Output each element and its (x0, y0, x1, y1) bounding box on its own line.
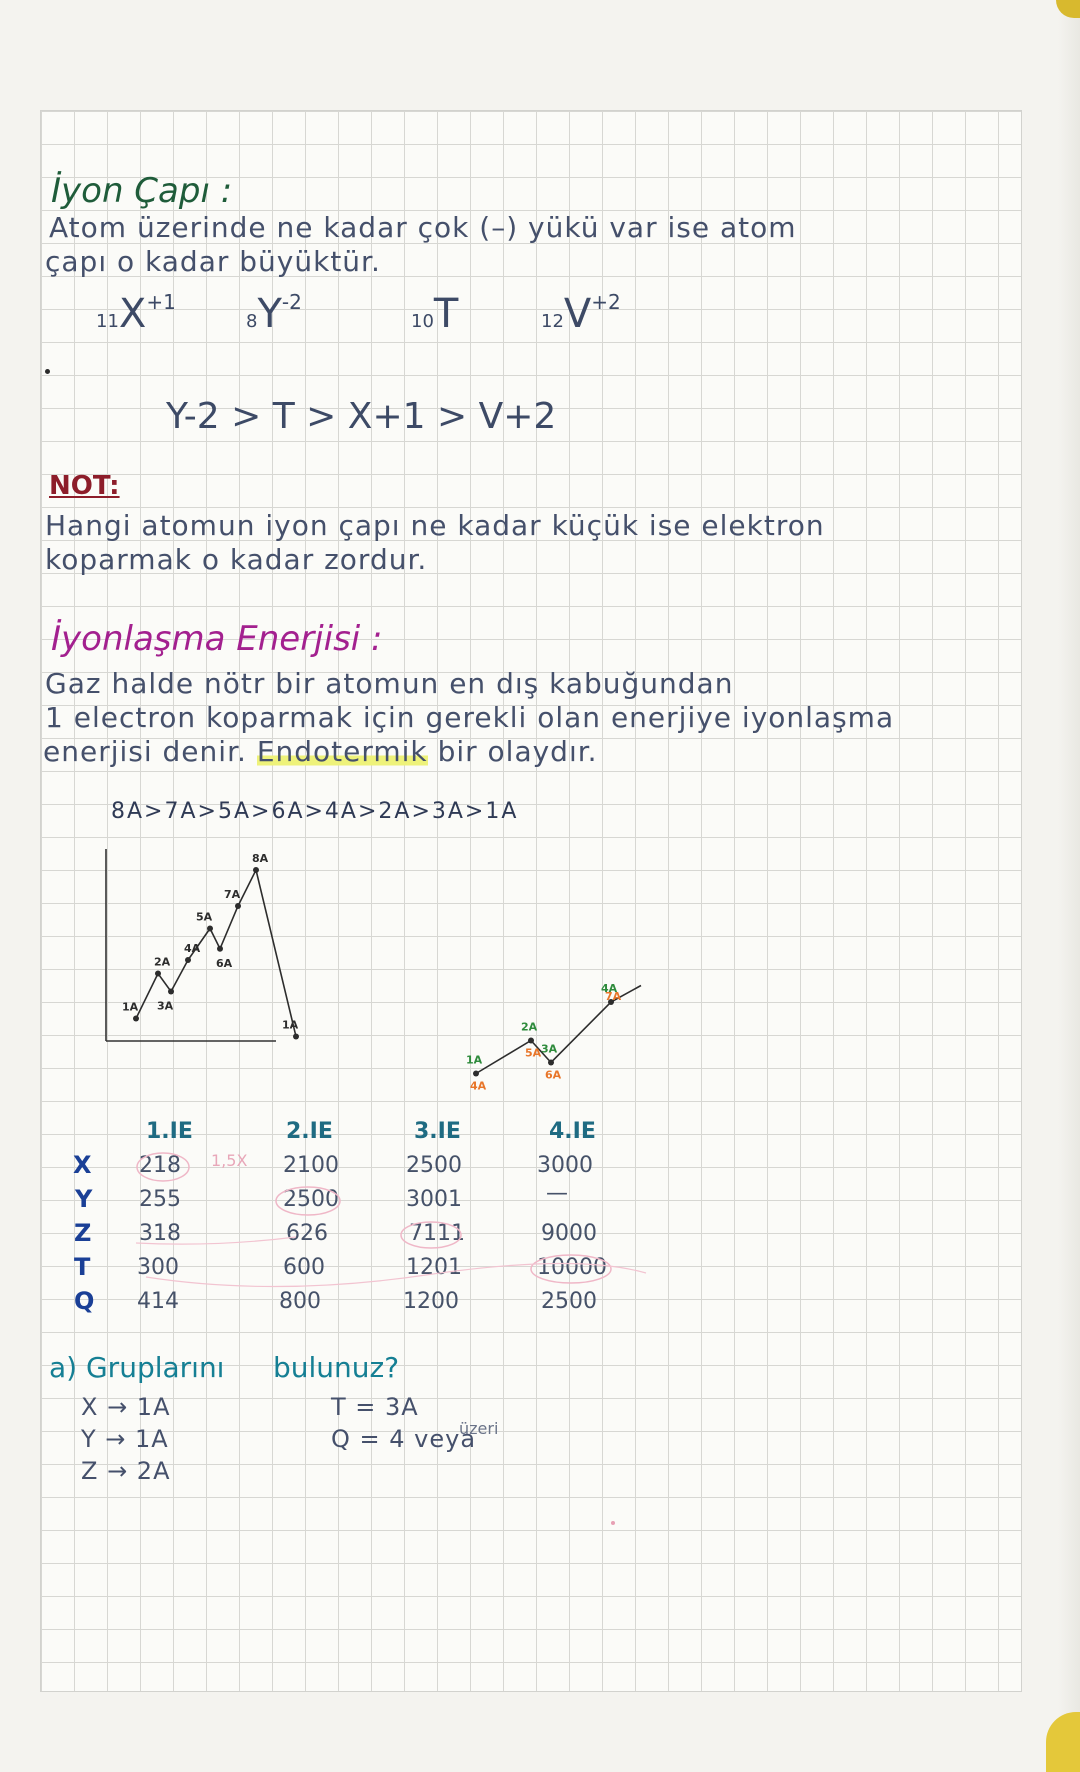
notebook-page (40, 110, 1022, 1692)
species-x (96, 291, 176, 337)
groups-question: a) Gruplarını (49, 1351, 225, 1384)
species-v-charge: +2 (591, 290, 621, 314)
sheet-edge (1058, 0, 1080, 1772)
ion-radius-line-1: Atom üzerinde ne kadar çok (–) yükü var ise atom (49, 211, 797, 244)
groups-question-b: bulunuz? (273, 1351, 400, 1384)
group-answer-x: X → 1A (81, 1393, 171, 1421)
cell-t-1: 300 (137, 1255, 179, 1280)
cell-t-2: 600 (283, 1255, 325, 1280)
cell-t-3: 1201 (406, 1255, 462, 1280)
species-y-charge: -2 (281, 290, 302, 314)
cell-q-2: 800 (279, 1289, 321, 1314)
ie-header-1: 1.IE (146, 1119, 193, 1144)
order-item-4: V+2 (478, 396, 557, 437)
chart1-point-3 (168, 989, 174, 995)
chart2-label-orange-3: 6A (545, 1068, 562, 1082)
species-v-number: 12 (541, 311, 564, 332)
chart1-label-8: 8A (252, 852, 269, 865)
chart1-point-5 (207, 926, 213, 932)
species-x-number: 11 (96, 311, 119, 332)
ion-radius-order (166, 396, 556, 437)
cell-q-3: 1200 (403, 1289, 459, 1314)
ionization-chart-left (96, 841, 356, 1091)
group-answer-y: Y → 1A (81, 1425, 169, 1453)
chart2-label-green-4: 4A (601, 982, 618, 995)
ion-radius-title: İyon Çapı : (51, 171, 233, 211)
cell-x-1: 218 (139, 1153, 181, 1178)
cell-t-4: 10000 (537, 1255, 607, 1280)
cell-x-2: 2100 (283, 1153, 339, 1178)
chart1-label-9: 1A (282, 1018, 299, 1032)
chart1-point-8 (253, 867, 259, 873)
ionization-chart-right (461, 971, 701, 1131)
chart1-point-7 (235, 903, 241, 909)
ion-radius-line-2: çapı o kadar büyüktür. (45, 245, 381, 278)
chart1-label-6: 6A (216, 956, 233, 970)
ionization-line-1: Gaz halde nötr bir atomun en dış kabuğundan (45, 667, 734, 700)
row-label-y: Y (75, 1185, 93, 1213)
cell-y-1: 255 (139, 1187, 181, 1212)
ie-header-3: 3.IE (414, 1119, 461, 1144)
species-x-symbol: X (118, 291, 147, 337)
cell-y-2: 2500 (283, 1187, 339, 1212)
row-label-q: Q (74, 1287, 95, 1315)
group-answer-t: T = 3A (331, 1393, 419, 1421)
chart2-point-3 (548, 1060, 554, 1066)
group-answer-q: Q = 4 veya (331, 1425, 477, 1453)
chart1-point-6 (217, 946, 223, 952)
ie-faint-note: 1,5X (211, 1151, 248, 1170)
group-answer-q-extra: üzeri (459, 1419, 499, 1438)
chart1-point-9 (293, 1034, 299, 1040)
species-v (541, 291, 621, 337)
ionization-line-3-c: bir olaydır. (437, 735, 598, 768)
order-gt-3: > (436, 396, 468, 437)
stray-dot-pink (611, 1521, 615, 1525)
row-label-t: T (74, 1253, 91, 1281)
chart1-label-7: 7A (224, 888, 241, 901)
chart1-point-4 (185, 957, 191, 963)
cell-x-3: 2500 (406, 1153, 462, 1178)
species-t-number: 10 (411, 311, 434, 332)
order-gt-2: > (306, 396, 337, 437)
group-answer-z: Z → 2A (81, 1457, 171, 1485)
note-line-2: koparmak o kadar zordur. (45, 543, 428, 576)
cell-y-3: 3001 (406, 1187, 462, 1212)
chart2-label-orange-4: 7A (605, 990, 622, 1003)
chart2-label-green-1: 1A (466, 1053, 483, 1067)
chart2-point-1 (473, 1071, 479, 1077)
order-gt-1: > (231, 396, 262, 437)
chart2-label-orange-2: 5A (525, 1046, 542, 1060)
species-x-charge: +1 (146, 290, 176, 314)
species-y (246, 291, 302, 337)
cell-z-4: 9000 (541, 1221, 597, 1246)
ie-header-2: 2.IE (286, 1119, 333, 1144)
cell-x-4: 3000 (537, 1153, 593, 1178)
species-y-number: 8 (246, 311, 258, 332)
chart1-label-2: 2A (154, 955, 171, 969)
ionization-line-3 (43, 735, 598, 768)
chart2-label-orange-1: 4A (470, 1079, 487, 1093)
table-annotation-circles (126, 1147, 666, 1327)
order-item-1: Y-2 (166, 396, 220, 437)
chart2-label-green-3: 3A (541, 1042, 558, 1056)
ionization-title: İyonlaşma Enerjisi : (51, 619, 383, 659)
cell-z-3: 7111 (409, 1221, 465, 1246)
chart1-label-4: 4A (184, 942, 201, 955)
ionization-order: 8A>7A>5A>6A>4A>2A>3A>1A (111, 799, 519, 824)
note-line-1: Hangi atomun iyon çapı ne kadar küçük ise elektron (45, 509, 825, 542)
order-item-3: X+1 (347, 396, 426, 437)
chart1-label-1: 1A (122, 1000, 139, 1014)
species-t (411, 291, 458, 337)
chart2-point-2 (528, 1038, 534, 1044)
order-item-2: T (272, 396, 295, 437)
species-v-symbol: V (563, 291, 592, 337)
chart1-label-5: 5A (196, 910, 213, 924)
note-heading: NOT: (49, 471, 120, 501)
chart1-point-2 (155, 971, 161, 977)
ie-header-4: 4.IE (549, 1119, 596, 1144)
row-label-z: Z (74, 1219, 92, 1247)
cell-z-2: 626 (286, 1221, 328, 1246)
cell-z-1: 318 (139, 1221, 181, 1246)
cell-y-4: — (546, 1181, 568, 1206)
ionization-line-3-a: enerjisi denir. (43, 735, 247, 768)
stray-dot (45, 369, 50, 374)
ionization-line-2: 1 electron koparmak için gerekli olan enerjiye iyonlaşma (45, 701, 895, 734)
chart2-label-green-2: 2A (521, 1020, 538, 1034)
notebook-corner-bottom (1046, 1712, 1080, 1772)
species-y-symbol: Y (257, 291, 282, 337)
row-label-x: X (73, 1151, 92, 1179)
species-t-symbol: T (433, 291, 459, 337)
chart1-point-1 (133, 1016, 139, 1022)
cell-q-4: 2500 (541, 1289, 597, 1314)
endothermic-highlight: Endotermik (256, 735, 428, 768)
cell-q-1: 414 (137, 1289, 179, 1314)
chart1-label-3: 3A (157, 999, 174, 1013)
